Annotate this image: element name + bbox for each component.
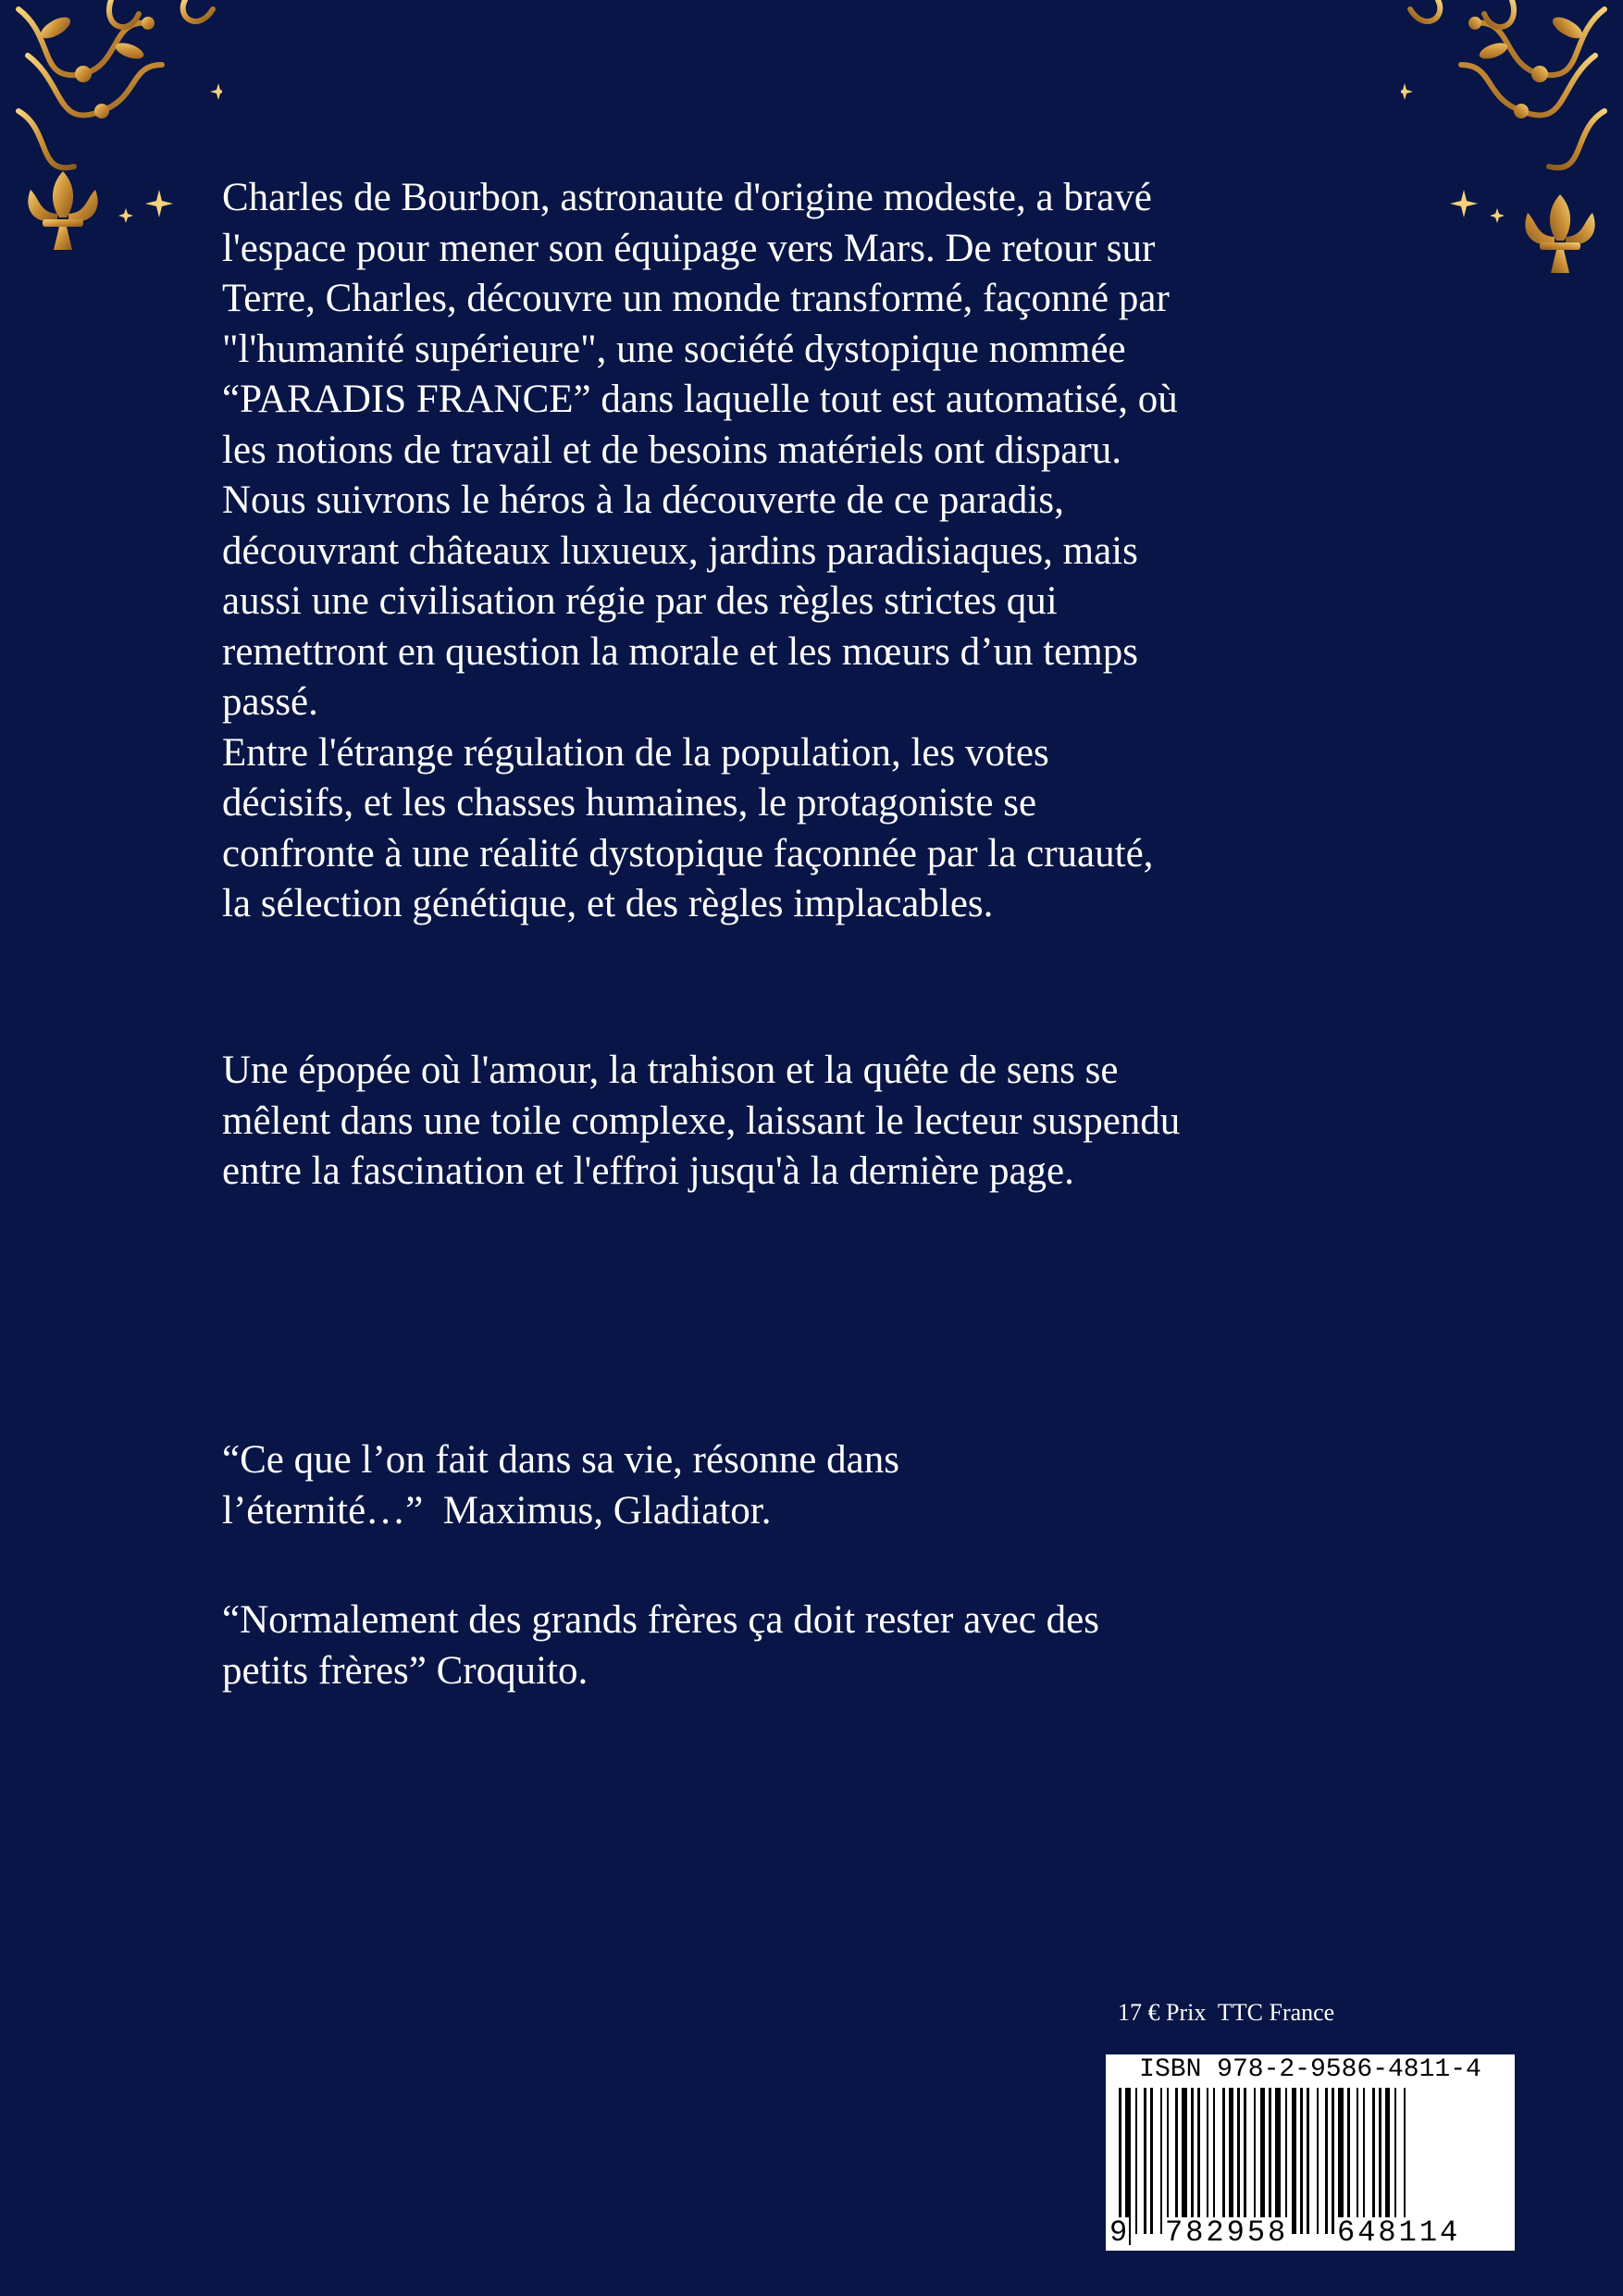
synopsis-line: les notions de travail et de besoins matériels ont disparu. — [222, 428, 1122, 472]
barcode-bar — [1317, 2088, 1319, 2234]
synopsis-line: confronte à une réalité dystopique façonnée par la cruauté, — [222, 831, 1154, 875]
tagline-line: Une épopée où l'amour, la trahison et la quête de sens se — [222, 1049, 1119, 1092]
barcode-bar — [1347, 2088, 1350, 2234]
quote-gladiator — [222, 1435, 1425, 1536]
synopsis-line: "l'humanité supérieure", une société dystopique nommée — [222, 327, 1126, 371]
barcode-bar — [1144, 2088, 1146, 2234]
synopsis-line: Terre, Charles, découvre un monde transformé, façonné par — [222, 277, 1170, 320]
barcode-bar — [1254, 2088, 1256, 2234]
barcode-bar — [1394, 2088, 1396, 2234]
barcode-bar — [1379, 2088, 1381, 2234]
barcode-bar — [1167, 2088, 1169, 2234]
quote-croquito — [222, 1595, 1425, 1696]
quote-line: l’éternité…” Maximus, Gladiator. — [222, 1488, 772, 1533]
synopsis-line: Entre l'étrange régulation de la population, les votes — [222, 730, 1049, 775]
isbn-label: ISBN 978-2-9586-4811-4 — [1139, 2055, 1481, 2084]
synopsis-line: aussi une civilisation régie par des règles strictes qui — [222, 579, 1058, 623]
synopsis-line: la sélection génétique, et des règles implacables. — [222, 882, 994, 925]
barcode-bar — [1244, 2088, 1246, 2234]
quote-line: “Ce que l’on fait dans sa vie, résonne dans — [222, 1438, 899, 1482]
barcode-bar — [1197, 2088, 1200, 2234]
synopsis-line: Nous suivrons le héros à la découverte de ce paradis, — [222, 478, 1064, 522]
barcode-bar — [1182, 2088, 1187, 2234]
barcode-digits-right: 648114 — [1337, 2215, 1461, 2250]
tagline-line: entre la fascination et l'effroi jusqu'à la dernière page. — [222, 1149, 1074, 1193]
barcode-bar — [1150, 2088, 1153, 2234]
corner-ornament-left — [0, 0, 222, 342]
fleur-de-lis-icon — [28, 171, 97, 250]
barcode-bar — [1372, 2088, 1375, 2234]
fleur-de-lis-icon — [1525, 194, 1594, 273]
tagline-line: mêlent dans une toile complexe, laissant le lecteur suspendu — [222, 1098, 1181, 1143]
barcode-bar — [1175, 2088, 1178, 2234]
barcode-bar — [1229, 2088, 1233, 2234]
barcode-bar — [1237, 2088, 1240, 2234]
barcode-bar — [1275, 2088, 1281, 2234]
barcode-bar — [1285, 2088, 1287, 2234]
barcode-bar — [1385, 2088, 1390, 2234]
barcode-bar — [1213, 2088, 1215, 2234]
price-label: 17 € Prix TTC France — [1118, 1999, 1335, 2026]
barcode-bar — [1307, 2088, 1309, 2234]
barcode-bar — [1269, 2088, 1271, 2234]
quote-line: petits frères” Croquito. — [222, 1648, 588, 1693]
synopsis-line: remettront en question la morale et les mœurs d’un temps — [222, 629, 1138, 674]
synopsis-text — [222, 173, 1425, 930]
synopsis-line: l'espace pour mener son équipage vers Mars. De retour sur — [222, 226, 1156, 270]
synopsis-line: découvrant châteaux luxueux, jardins paradisiaques, mais — [222, 528, 1138, 573]
corner-ornament-right — [1401, 0, 1623, 342]
synopsis-line: “PARADIS FRANCE” dans laquelle tout est automatisé, où — [222, 378, 1178, 421]
barcode-bar — [1292, 2088, 1296, 2234]
barcode-bar — [1363, 2088, 1365, 2234]
barcode-bar — [1300, 2088, 1303, 2234]
barcode-bar — [1332, 2088, 1334, 2234]
barcode-bar — [1191, 2088, 1194, 2234]
barcode-bar — [1325, 2088, 1328, 2234]
barcode-digit-first: 9 — [1109, 2215, 1128, 2250]
barcode-bar — [1338, 2088, 1344, 2234]
floral-corner-ornament — [7, 0, 213, 333]
tagline-text — [222, 1046, 1425, 1198]
barcode-bar — [1135, 2088, 1137, 2234]
barcode-bar — [1404, 2088, 1406, 2234]
synopsis-line: passé. — [222, 680, 318, 724]
barcode-bar — [1160, 2088, 1162, 2234]
sparkle-star-icon — [118, 83, 222, 223]
isbn-barcode — [1106, 2054, 1515, 2251]
barcode-bar — [1222, 2088, 1225, 2234]
synopsis-line: décisifs, et les chasses humaines, le protagoniste se — [222, 781, 1037, 825]
synopsis-line: Charles de Bourbon, astronaute d'origine modeste, a bravé — [222, 176, 1152, 219]
floral-corner-ornament — [1410, 0, 1616, 333]
barcode-bar — [1207, 2088, 1208, 2234]
barcode-bar — [1357, 2088, 1358, 2234]
barcode-digits-left: 782958 — [1165, 2215, 1289, 2250]
quote-line: “Normalement des grands frères ça doit rester avec des — [222, 1598, 1099, 1642]
